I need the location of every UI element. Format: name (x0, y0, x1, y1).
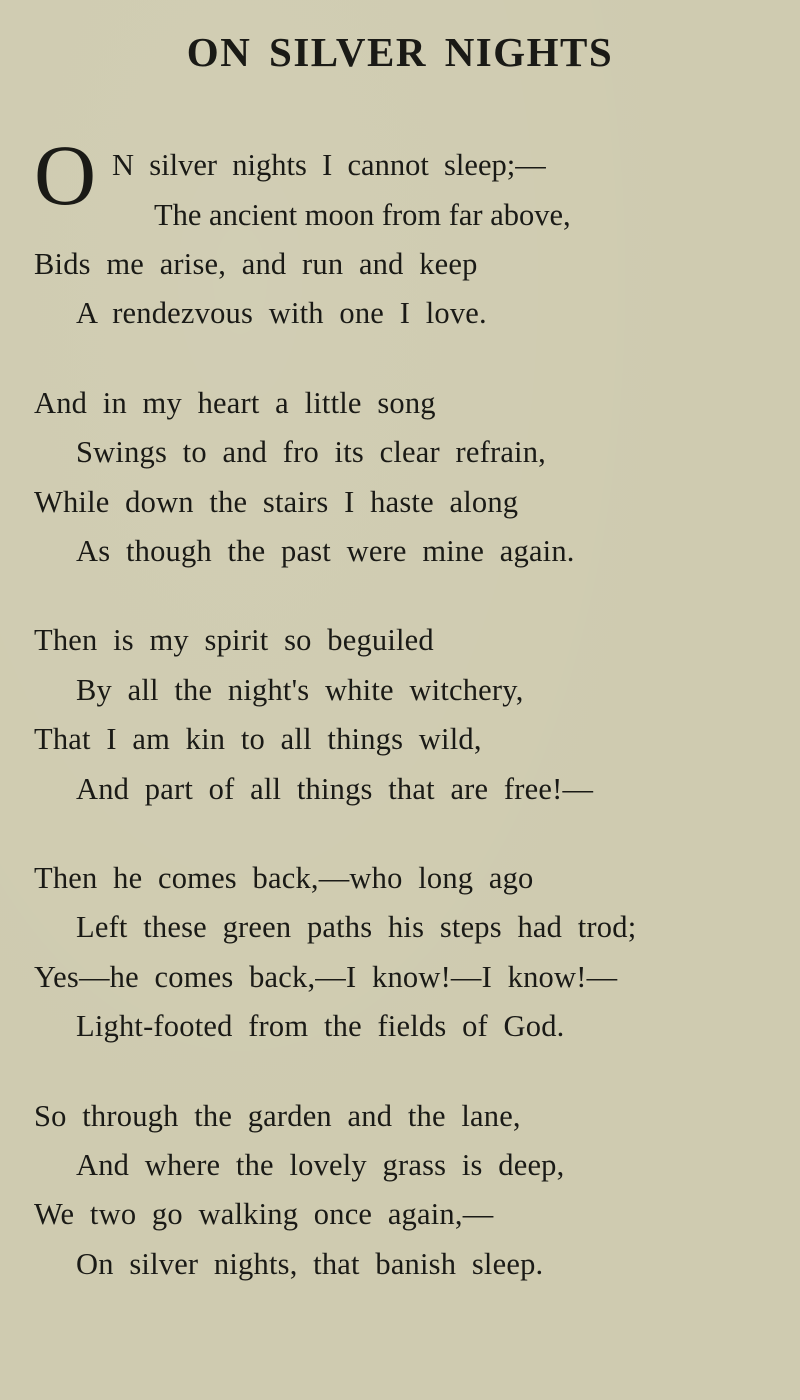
poem-line: N silver nights I cannot sleep;— (112, 148, 546, 183)
poem-line: We two go walking once again,— (34, 1197, 494, 1232)
poem-line: That I am kin to all things wild, (34, 722, 482, 757)
poem-line: Yes—he comes back,—I know!—I know!— (34, 959, 618, 994)
dropcap-letter: O (34, 127, 97, 224)
stanza-2 (34, 379, 766, 577)
poem-line: Light-footed from the fields of God. (76, 1009, 565, 1044)
poem-line: By all the night's white witchery, (76, 672, 524, 707)
page-title: ON SILVER NIGHTS (186, 29, 614, 75)
stanza-5 (34, 1092, 766, 1290)
poem-line: A rendezvous with one I love. (76, 296, 487, 331)
poem-line: The ancient moon from far above, (154, 197, 571, 232)
poem-line: Swings to and fro its clear refrain, (76, 435, 547, 470)
poem-line: So through the garden and the lane, (34, 1098, 521, 1133)
stanza-1 (34, 127, 766, 339)
stanza-4 (34, 854, 766, 1052)
poem-line: And in my heart a little song (34, 385, 436, 420)
poem-line: Left these green paths his steps had trod; (76, 910, 637, 945)
poem-line: And where the lovely grass is deep, (76, 1148, 565, 1182)
poem-line: Then is my spirit so beguiled (34, 623, 434, 658)
poem-line: Bids me arise, and run and keep (34, 246, 478, 281)
poem-line: As though the past were mine again. (76, 533, 575, 568)
dropcap-block (34, 127, 766, 240)
poem-line: And part of all things that are free!— (76, 771, 594, 806)
poem-body (34, 127, 766, 1289)
poem-line: Then he comes back,—who long ago (34, 860, 534, 895)
poem-line: While down the stairs I haste along (34, 484, 519, 519)
poem-line: On silver nights, that banish sleep. (76, 1246, 544, 1281)
stanza-3 (34, 616, 766, 814)
